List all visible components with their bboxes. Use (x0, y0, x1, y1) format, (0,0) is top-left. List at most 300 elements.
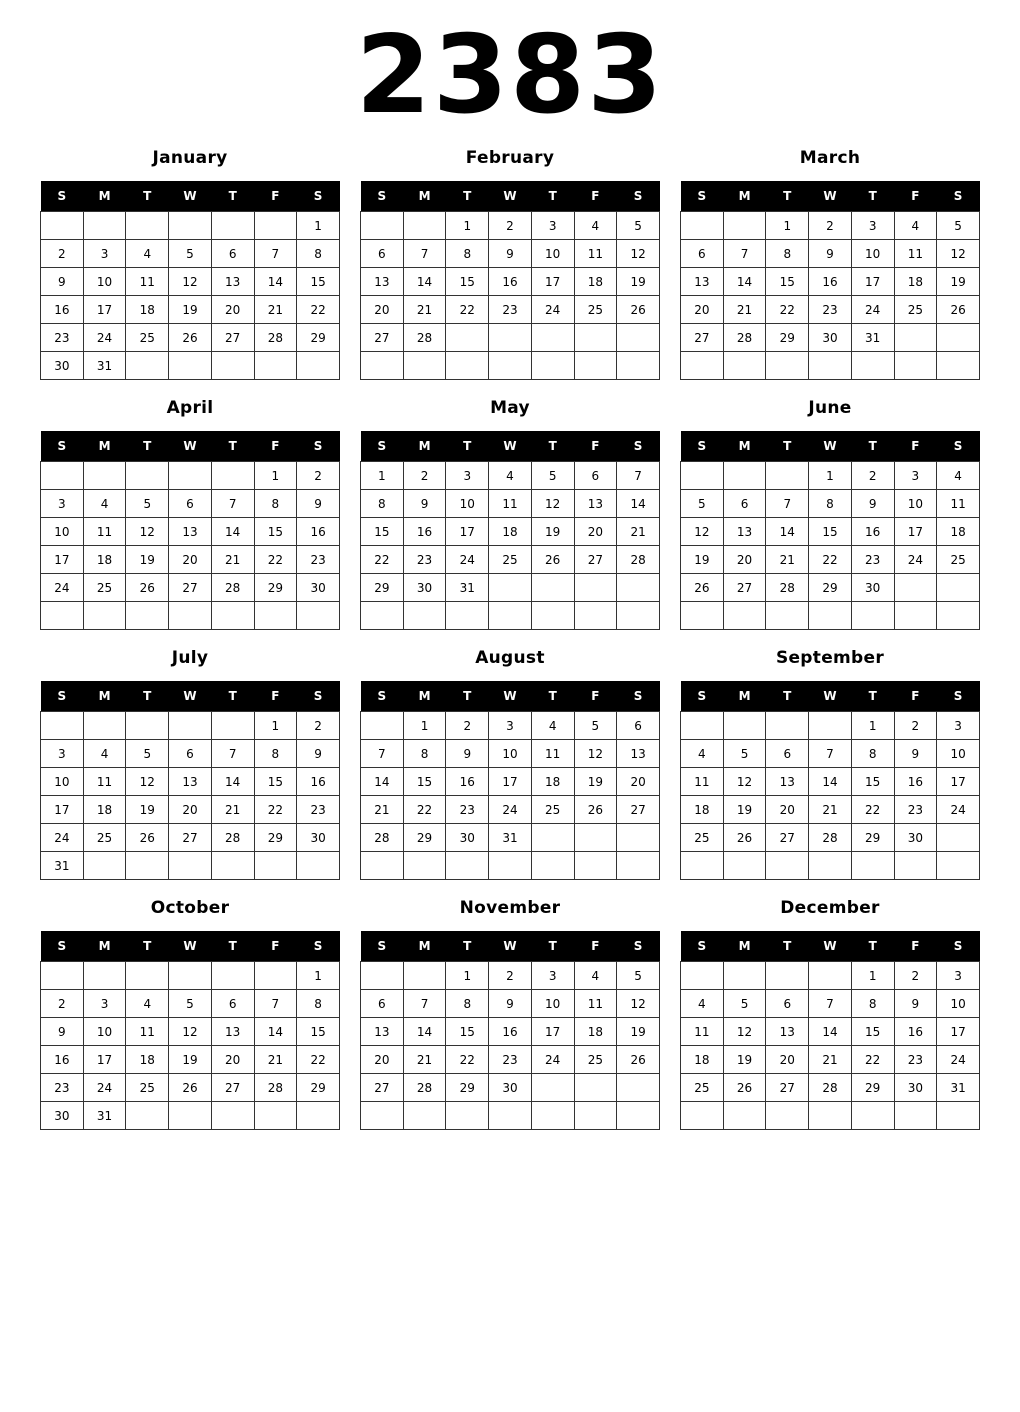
day-cell[interactable]: 2 (809, 212, 852, 240)
day-cell[interactable]: 15 (446, 268, 489, 296)
day-cell[interactable]: 3 (851, 212, 894, 240)
day-cell[interactable]: 16 (297, 768, 340, 796)
day-cell[interactable]: 3 (937, 712, 980, 740)
day-cell[interactable]: 25 (531, 796, 574, 824)
day-cell[interactable]: 27 (681, 324, 724, 352)
day-cell[interactable]: 14 (809, 768, 852, 796)
day-cell[interactable]: 31 (937, 1074, 980, 1102)
day-cell[interactable]: 23 (809, 296, 852, 324)
day-cell[interactable]: 21 (809, 796, 852, 824)
day-cell[interactable]: 16 (403, 518, 446, 546)
day-cell[interactable]: 19 (617, 268, 660, 296)
day-cell[interactable]: 26 (617, 1046, 660, 1074)
day-cell[interactable]: 17 (41, 796, 84, 824)
day-cell[interactable]: 2 (489, 212, 532, 240)
day-cell[interactable]: 9 (297, 740, 340, 768)
day-cell[interactable]: 27 (766, 1074, 809, 1102)
day-cell[interactable]: 25 (83, 824, 126, 852)
day-cell[interactable]: 26 (937, 296, 980, 324)
day-cell[interactable]: 26 (126, 824, 169, 852)
day-cell[interactable]: 18 (574, 1018, 617, 1046)
day-cell[interactable]: 22 (446, 296, 489, 324)
day-cell[interactable]: 15 (446, 1018, 489, 1046)
day-cell[interactable]: 24 (41, 574, 84, 602)
day-cell[interactable]: 7 (211, 490, 254, 518)
day-cell[interactable]: 20 (766, 796, 809, 824)
day-cell[interactable]: 15 (809, 518, 852, 546)
day-cell[interactable]: 15 (361, 518, 404, 546)
day-cell[interactable]: 7 (723, 240, 766, 268)
day-cell[interactable]: 5 (617, 212, 660, 240)
day-cell[interactable]: 18 (531, 768, 574, 796)
day-cell[interactable]: 9 (489, 990, 532, 1018)
day-cell[interactable]: 7 (809, 990, 852, 1018)
day-cell[interactable]: 20 (211, 1046, 254, 1074)
day-cell[interactable]: 25 (83, 574, 126, 602)
day-cell[interactable]: 8 (254, 740, 297, 768)
day-cell[interactable]: 17 (937, 1018, 980, 1046)
day-cell[interactable]: 8 (297, 990, 340, 1018)
day-cell[interactable]: 7 (617, 462, 660, 490)
day-cell[interactable]: 9 (851, 490, 894, 518)
day-cell[interactable]: 26 (681, 574, 724, 602)
day-cell[interactable]: 18 (681, 796, 724, 824)
day-cell[interactable]: 21 (809, 1046, 852, 1074)
day-cell[interactable]: 20 (169, 546, 212, 574)
day-cell[interactable]: 12 (617, 990, 660, 1018)
day-cell[interactable]: 27 (617, 796, 660, 824)
day-cell[interactable]: 25 (489, 546, 532, 574)
day-cell[interactable]: 10 (937, 990, 980, 1018)
day-cell[interactable]: 19 (723, 796, 766, 824)
day-cell[interactable]: 12 (574, 740, 617, 768)
day-cell[interactable]: 26 (126, 574, 169, 602)
day-cell[interactable]: 13 (723, 518, 766, 546)
day-cell[interactable]: 8 (403, 740, 446, 768)
day-cell[interactable]: 13 (211, 268, 254, 296)
day-cell[interactable]: 19 (126, 546, 169, 574)
day-cell[interactable]: 28 (809, 1074, 852, 1102)
day-cell[interactable]: 2 (297, 462, 340, 490)
day-cell[interactable]: 21 (723, 296, 766, 324)
day-cell[interactable]: 22 (851, 796, 894, 824)
day-cell[interactable]: 30 (41, 352, 84, 380)
day-cell[interactable]: 30 (894, 824, 937, 852)
day-cell[interactable]: 8 (446, 990, 489, 1018)
day-cell[interactable]: 24 (937, 796, 980, 824)
day-cell[interactable]: 6 (169, 490, 212, 518)
day-cell[interactable]: 19 (169, 1046, 212, 1074)
day-cell[interactable]: 30 (894, 1074, 937, 1102)
day-cell[interactable]: 30 (403, 574, 446, 602)
day-cell[interactable]: 3 (894, 462, 937, 490)
day-cell[interactable]: 27 (211, 324, 254, 352)
day-cell[interactable]: 11 (126, 268, 169, 296)
day-cell[interactable]: 14 (211, 518, 254, 546)
day-cell[interactable]: 29 (851, 1074, 894, 1102)
day-cell[interactable]: 12 (126, 768, 169, 796)
day-cell[interactable]: 10 (851, 240, 894, 268)
day-cell[interactable]: 28 (617, 546, 660, 574)
day-cell[interactable]: 27 (361, 324, 404, 352)
day-cell[interactable]: 28 (403, 324, 446, 352)
day-cell[interactable]: 12 (531, 490, 574, 518)
day-cell[interactable]: 18 (681, 1046, 724, 1074)
day-cell[interactable]: 26 (531, 546, 574, 574)
day-cell[interactable]: 18 (894, 268, 937, 296)
day-cell[interactable]: 2 (446, 712, 489, 740)
day-cell[interactable]: 22 (446, 1046, 489, 1074)
day-cell[interactable]: 2 (894, 712, 937, 740)
day-cell[interactable]: 10 (41, 518, 84, 546)
day-cell[interactable]: 23 (41, 324, 84, 352)
day-cell[interactable]: 23 (297, 546, 340, 574)
day-cell[interactable]: 14 (403, 1018, 446, 1046)
day-cell[interactable]: 22 (766, 296, 809, 324)
day-cell[interactable]: 9 (489, 240, 532, 268)
day-cell[interactable]: 7 (403, 240, 446, 268)
day-cell[interactable]: 16 (809, 268, 852, 296)
day-cell[interactable]: 14 (254, 1018, 297, 1046)
day-cell[interactable]: 5 (531, 462, 574, 490)
day-cell[interactable]: 23 (894, 796, 937, 824)
day-cell[interactable]: 19 (574, 768, 617, 796)
day-cell[interactable]: 14 (254, 268, 297, 296)
day-cell[interactable]: 13 (169, 768, 212, 796)
day-cell[interactable]: 28 (809, 824, 852, 852)
day-cell[interactable]: 25 (126, 324, 169, 352)
day-cell[interactable]: 4 (126, 240, 169, 268)
day-cell[interactable]: 6 (681, 240, 724, 268)
day-cell[interactable]: 16 (446, 768, 489, 796)
day-cell[interactable]: 5 (723, 990, 766, 1018)
day-cell[interactable]: 15 (297, 1018, 340, 1046)
day-cell[interactable]: 7 (403, 990, 446, 1018)
day-cell[interactable]: 23 (297, 796, 340, 824)
day-cell[interactable]: 24 (83, 324, 126, 352)
day-cell[interactable]: 10 (41, 768, 84, 796)
day-cell[interactable]: 29 (254, 824, 297, 852)
day-cell[interactable]: 18 (126, 296, 169, 324)
day-cell[interactable]: 10 (83, 268, 126, 296)
day-cell[interactable]: 29 (361, 574, 404, 602)
day-cell[interactable]: 19 (126, 796, 169, 824)
day-cell[interactable]: 8 (766, 240, 809, 268)
day-cell[interactable]: 10 (937, 740, 980, 768)
day-cell[interactable]: 17 (894, 518, 937, 546)
day-cell[interactable]: 15 (297, 268, 340, 296)
day-cell[interactable]: 21 (766, 546, 809, 574)
day-cell[interactable]: 21 (211, 546, 254, 574)
day-cell[interactable]: 24 (531, 1046, 574, 1074)
day-cell[interactable]: 20 (766, 1046, 809, 1074)
day-cell[interactable]: 6 (169, 740, 212, 768)
day-cell[interactable]: 6 (361, 240, 404, 268)
day-cell[interactable]: 8 (851, 740, 894, 768)
day-cell[interactable]: 26 (723, 1074, 766, 1102)
day-cell[interactable]: 13 (211, 1018, 254, 1046)
day-cell[interactable]: 16 (41, 296, 84, 324)
day-cell[interactable]: 21 (403, 1046, 446, 1074)
day-cell[interactable]: 13 (169, 518, 212, 546)
day-cell[interactable]: 21 (211, 796, 254, 824)
day-cell[interactable]: 7 (361, 740, 404, 768)
day-cell[interactable]: 29 (809, 574, 852, 602)
day-cell[interactable]: 4 (489, 462, 532, 490)
day-cell[interactable]: 5 (126, 740, 169, 768)
day-cell[interactable]: 28 (211, 824, 254, 852)
day-cell[interactable]: 21 (254, 1046, 297, 1074)
day-cell[interactable]: 16 (851, 518, 894, 546)
day-cell[interactable]: 30 (297, 824, 340, 852)
day-cell[interactable]: 3 (531, 962, 574, 990)
day-cell[interactable]: 15 (766, 268, 809, 296)
day-cell[interactable]: 31 (83, 1102, 126, 1130)
day-cell[interactable]: 29 (254, 574, 297, 602)
day-cell[interactable]: 30 (297, 574, 340, 602)
day-cell[interactable]: 17 (489, 768, 532, 796)
day-cell[interactable]: 1 (297, 212, 340, 240)
day-cell[interactable]: 12 (126, 518, 169, 546)
day-cell[interactable]: 24 (489, 796, 532, 824)
day-cell[interactable]: 6 (617, 712, 660, 740)
day-cell[interactable]: 1 (297, 962, 340, 990)
day-cell[interactable]: 23 (851, 546, 894, 574)
day-cell[interactable]: 8 (297, 240, 340, 268)
day-cell[interactable]: 2 (851, 462, 894, 490)
day-cell[interactable]: 21 (254, 296, 297, 324)
day-cell[interactable]: 5 (617, 962, 660, 990)
day-cell[interactable]: 1 (446, 962, 489, 990)
day-cell[interactable]: 1 (361, 462, 404, 490)
day-cell[interactable]: 31 (83, 352, 126, 380)
day-cell[interactable]: 6 (766, 740, 809, 768)
day-cell[interactable]: 30 (851, 574, 894, 602)
day-cell[interactable]: 15 (254, 518, 297, 546)
day-cell[interactable]: 1 (851, 712, 894, 740)
day-cell[interactable]: 11 (126, 1018, 169, 1046)
day-cell[interactable]: 14 (361, 768, 404, 796)
day-cell[interactable]: 26 (169, 324, 212, 352)
day-cell[interactable]: 22 (254, 546, 297, 574)
day-cell[interactable]: 19 (169, 296, 212, 324)
day-cell[interactable]: 26 (617, 296, 660, 324)
day-cell[interactable]: 1 (809, 462, 852, 490)
day-cell[interactable]: 9 (41, 268, 84, 296)
day-cell[interactable]: 13 (617, 740, 660, 768)
day-cell[interactable]: 29 (297, 324, 340, 352)
day-cell[interactable]: 23 (403, 546, 446, 574)
day-cell[interactable]: 20 (361, 296, 404, 324)
day-cell[interactable]: 4 (126, 990, 169, 1018)
day-cell[interactable]: 12 (723, 1018, 766, 1046)
day-cell[interactable]: 14 (723, 268, 766, 296)
day-cell[interactable]: 28 (211, 574, 254, 602)
day-cell[interactable]: 19 (617, 1018, 660, 1046)
day-cell[interactable]: 6 (211, 240, 254, 268)
day-cell[interactable]: 31 (851, 324, 894, 352)
day-cell[interactable]: 13 (361, 1018, 404, 1046)
day-cell[interactable]: 8 (446, 240, 489, 268)
day-cell[interactable]: 13 (766, 1018, 809, 1046)
day-cell[interactable]: 1 (254, 462, 297, 490)
day-cell[interactable]: 21 (403, 296, 446, 324)
day-cell[interactable]: 24 (446, 546, 489, 574)
day-cell[interactable]: 26 (723, 824, 766, 852)
day-cell[interactable]: 25 (574, 296, 617, 324)
day-cell[interactable]: 25 (681, 1074, 724, 1102)
day-cell[interactable]: 9 (297, 490, 340, 518)
day-cell[interactable]: 8 (254, 490, 297, 518)
day-cell[interactable]: 21 (617, 518, 660, 546)
day-cell[interactable]: 18 (937, 518, 980, 546)
day-cell[interactable]: 16 (41, 1046, 84, 1074)
day-cell[interactable]: 9 (894, 990, 937, 1018)
day-cell[interactable]: 1 (446, 212, 489, 240)
day-cell[interactable]: 14 (211, 768, 254, 796)
day-cell[interactable]: 15 (851, 1018, 894, 1046)
day-cell[interactable]: 27 (766, 824, 809, 852)
day-cell[interactable]: 12 (723, 768, 766, 796)
day-cell[interactable]: 4 (574, 962, 617, 990)
day-cell[interactable]: 3 (83, 990, 126, 1018)
day-cell[interactable]: 4 (937, 462, 980, 490)
day-cell[interactable]: 22 (361, 546, 404, 574)
day-cell[interactable]: 11 (83, 518, 126, 546)
day-cell[interactable]: 13 (574, 490, 617, 518)
day-cell[interactable]: 17 (851, 268, 894, 296)
day-cell[interactable]: 30 (489, 1074, 532, 1102)
day-cell[interactable]: 16 (894, 768, 937, 796)
day-cell[interactable]: 9 (41, 1018, 84, 1046)
day-cell[interactable]: 19 (723, 1046, 766, 1074)
day-cell[interactable]: 19 (937, 268, 980, 296)
day-cell[interactable]: 3 (489, 712, 532, 740)
day-cell[interactable]: 2 (894, 962, 937, 990)
day-cell[interactable]: 23 (41, 1074, 84, 1102)
day-cell[interactable]: 7 (254, 240, 297, 268)
day-cell[interactable]: 7 (766, 490, 809, 518)
day-cell[interactable]: 22 (254, 796, 297, 824)
day-cell[interactable]: 31 (41, 852, 84, 880)
day-cell[interactable]: 24 (531, 296, 574, 324)
day-cell[interactable]: 25 (681, 824, 724, 852)
day-cell[interactable]: 17 (41, 546, 84, 574)
day-cell[interactable]: 10 (531, 990, 574, 1018)
day-cell[interactable]: 14 (809, 1018, 852, 1046)
day-cell[interactable]: 28 (254, 324, 297, 352)
day-cell[interactable]: 29 (403, 824, 446, 852)
day-cell[interactable]: 9 (894, 740, 937, 768)
day-cell[interactable]: 26 (574, 796, 617, 824)
day-cell[interactable]: 18 (83, 796, 126, 824)
day-cell[interactable]: 11 (574, 990, 617, 1018)
day-cell[interactable]: 20 (211, 296, 254, 324)
day-cell[interactable]: 16 (894, 1018, 937, 1046)
day-cell[interactable]: 15 (403, 768, 446, 796)
day-cell[interactable]: 28 (723, 324, 766, 352)
day-cell[interactable]: 27 (211, 1074, 254, 1102)
day-cell[interactable]: 7 (809, 740, 852, 768)
day-cell[interactable]: 5 (169, 990, 212, 1018)
day-cell[interactable]: 5 (574, 712, 617, 740)
day-cell[interactable]: 5 (169, 240, 212, 268)
day-cell[interactable]: 24 (851, 296, 894, 324)
day-cell[interactable]: 9 (446, 740, 489, 768)
day-cell[interactable]: 27 (361, 1074, 404, 1102)
day-cell[interactable]: 25 (894, 296, 937, 324)
day-cell[interactable]: 11 (894, 240, 937, 268)
day-cell[interactable]: 2 (297, 712, 340, 740)
day-cell[interactable]: 8 (851, 990, 894, 1018)
day-cell[interactable]: 23 (489, 296, 532, 324)
day-cell[interactable]: 17 (83, 1046, 126, 1074)
day-cell[interactable]: 27 (723, 574, 766, 602)
day-cell[interactable]: 24 (937, 1046, 980, 1074)
day-cell[interactable]: 7 (254, 990, 297, 1018)
day-cell[interactable]: 2 (403, 462, 446, 490)
day-cell[interactable]: 18 (83, 546, 126, 574)
day-cell[interactable]: 10 (894, 490, 937, 518)
day-cell[interactable]: 10 (83, 1018, 126, 1046)
day-cell[interactable]: 27 (169, 574, 212, 602)
day-cell[interactable]: 29 (297, 1074, 340, 1102)
day-cell[interactable]: 5 (937, 212, 980, 240)
day-cell[interactable]: 4 (531, 712, 574, 740)
day-cell[interactable]: 11 (531, 740, 574, 768)
day-cell[interactable]: 23 (489, 1046, 532, 1074)
day-cell[interactable]: 31 (446, 574, 489, 602)
day-cell[interactable]: 12 (169, 1018, 212, 1046)
day-cell[interactable]: 6 (361, 990, 404, 1018)
day-cell[interactable]: 8 (809, 490, 852, 518)
day-cell[interactable]: 4 (574, 212, 617, 240)
day-cell[interactable]: 6 (211, 990, 254, 1018)
day-cell[interactable]: 20 (723, 546, 766, 574)
day-cell[interactable]: 20 (361, 1046, 404, 1074)
day-cell[interactable]: 24 (83, 1074, 126, 1102)
day-cell[interactable]: 28 (361, 824, 404, 852)
day-cell[interactable]: 29 (851, 824, 894, 852)
day-cell[interactable]: 22 (297, 1046, 340, 1074)
day-cell[interactable]: 3 (41, 740, 84, 768)
day-cell[interactable]: 3 (937, 962, 980, 990)
day-cell[interactable]: 13 (361, 268, 404, 296)
day-cell[interactable]: 14 (766, 518, 809, 546)
day-cell[interactable]: 3 (41, 490, 84, 518)
day-cell[interactable]: 3 (446, 462, 489, 490)
day-cell[interactable]: 27 (574, 546, 617, 574)
day-cell[interactable]: 17 (83, 296, 126, 324)
day-cell[interactable]: 8 (361, 490, 404, 518)
day-cell[interactable]: 14 (617, 490, 660, 518)
day-cell[interactable]: 6 (574, 462, 617, 490)
day-cell[interactable]: 30 (446, 824, 489, 852)
day-cell[interactable]: 17 (446, 518, 489, 546)
day-cell[interactable]: 2 (41, 240, 84, 268)
day-cell[interactable]: 25 (937, 546, 980, 574)
day-cell[interactable]: 5 (126, 490, 169, 518)
day-cell[interactable]: 26 (169, 1074, 212, 1102)
day-cell[interactable]: 17 (531, 1018, 574, 1046)
day-cell[interactable]: 13 (681, 268, 724, 296)
day-cell[interactable]: 22 (403, 796, 446, 824)
day-cell[interactable]: 17 (531, 268, 574, 296)
day-cell[interactable]: 29 (766, 324, 809, 352)
day-cell[interactable]: 11 (681, 768, 724, 796)
day-cell[interactable]: 15 (851, 768, 894, 796)
day-cell[interactable]: 18 (489, 518, 532, 546)
